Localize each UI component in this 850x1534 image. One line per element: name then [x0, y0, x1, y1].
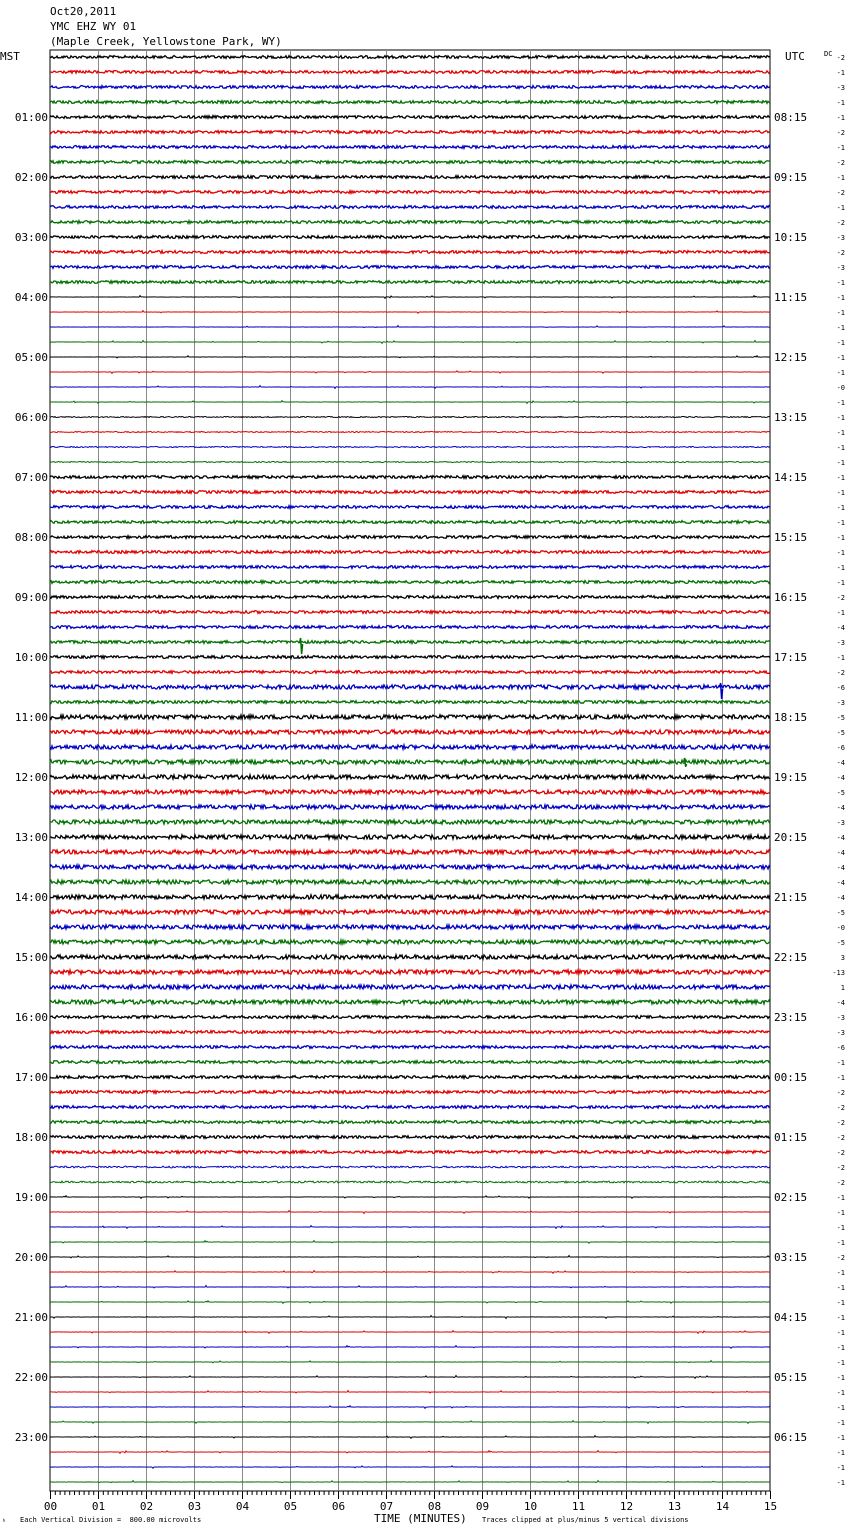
trace-line — [50, 551, 770, 554]
dc-offset-label: -1 — [836, 339, 845, 347]
x-tick-label: 02 — [139, 1500, 154, 1513]
x-tick-label: 09 — [475, 1500, 490, 1513]
utc-hour-label: 10:15 — [774, 231, 808, 244]
dc-offset-label: -2 — [836, 1254, 845, 1262]
trace-line — [50, 1121, 770, 1124]
trace-line — [50, 1301, 770, 1304]
utc-hour-label: 09:15 — [774, 171, 808, 184]
dc-offset-label: -1 — [836, 1194, 845, 1202]
scale-note: Each Vertical Division = 800.00 microvolts — [20, 1516, 202, 1524]
dc-offset-label: -2 — [836, 249, 845, 257]
trace-line — [50, 880, 770, 884]
dc-offset-label: -1 — [836, 114, 845, 122]
trace-line — [50, 1451, 770, 1454]
mst-hour-label: 01:00 — [14, 111, 48, 124]
trace-line — [50, 671, 770, 674]
x-tick-label: 01 — [91, 1500, 106, 1513]
trace-line — [50, 1151, 770, 1154]
trace-line — [50, 730, 770, 734]
dc-offset-label: -1 — [836, 414, 845, 422]
dc-offset-label: -1 — [836, 1419, 845, 1427]
x-tick-label: 07 — [379, 1500, 394, 1513]
dc-offset-label: -1 — [836, 1374, 845, 1382]
utc-hour-label: 04:15 — [774, 1311, 808, 1324]
dc-offset-label: -1 — [836, 1404, 845, 1412]
trace-line — [50, 1106, 770, 1109]
station-location: (Maple Creek, Yellowstone Park, WY) — [50, 35, 282, 48]
utc-hour-label: 02:15 — [774, 1191, 808, 1204]
trace-line — [50, 1181, 770, 1183]
trace-line — [50, 1196, 770, 1199]
trace-line — [50, 745, 770, 749]
dc-offset-label: -1 — [836, 174, 845, 182]
x-tick-label: 15 — [763, 1500, 778, 1513]
trace-line — [50, 626, 770, 629]
dc-offset-label: 1 — [840, 984, 845, 992]
mst-hour-label: 05:00 — [14, 351, 48, 364]
dc-offset-label: -4 — [836, 894, 845, 902]
trace-line — [50, 521, 770, 524]
trace-line — [50, 371, 770, 374]
mst-hour-label: 21:00 — [14, 1311, 48, 1324]
utc-axis-title: UTC — [785, 50, 805, 63]
dc-offset-label: -5 — [836, 909, 845, 917]
utc-hour-label: 03:15 — [774, 1251, 808, 1264]
utc-hour-label: 16:15 — [774, 591, 808, 604]
trace-line — [50, 266, 770, 269]
trace-line — [50, 71, 770, 74]
trace-line — [50, 985, 770, 989]
trace-line — [50, 1361, 770, 1363]
trace-line — [50, 850, 770, 854]
x-tick-label: 03 — [187, 1500, 202, 1513]
trace-line — [50, 895, 770, 899]
dc-offset-label: -1 — [836, 489, 845, 497]
dc-offset-label: -5 — [836, 729, 845, 737]
trace-line — [50, 775, 770, 779]
dc-offset-label: -1 — [836, 309, 845, 317]
trace-line — [50, 1421, 770, 1424]
mst-hour-label: 16:00 — [14, 1011, 48, 1024]
mst-hour-label: 20:00 — [14, 1251, 48, 1264]
dc-offset-label: -1 — [836, 99, 845, 107]
dc-offset-label: -1 — [836, 354, 845, 362]
dc-offset-label: -13 — [832, 969, 845, 977]
dc-offset-label: -1 — [836, 564, 845, 572]
dc-offset-label: -1 — [836, 549, 845, 557]
trace-line — [50, 311, 770, 314]
mst-hour-label: 23:00 — [14, 1431, 48, 1444]
dc-offset-label: -3 — [836, 1014, 845, 1022]
x-tick-label: 04 — [235, 1500, 250, 1513]
mst-hour-label: 10:00 — [14, 651, 48, 664]
mst-hour-label: 15:00 — [14, 951, 48, 964]
trace-line — [50, 401, 770, 404]
x-tick-label: 13 — [667, 1500, 682, 1513]
mst-hour-label: 04:00 — [14, 291, 48, 304]
dc-offset-label: -1 — [836, 1299, 845, 1307]
dc-axis-title: DC — [824, 50, 833, 58]
utc-hour-label: 08:15 — [774, 111, 808, 124]
mst-hour-label: 02:00 — [14, 171, 48, 184]
dc-offset-label: -2 — [836, 159, 845, 167]
trace-line — [50, 86, 770, 89]
trace-line — [50, 536, 770, 539]
dc-offset-label: -1 — [836, 534, 845, 542]
trace-line — [50, 955, 770, 959]
trace-line — [50, 925, 770, 929]
dc-offset-label: -2 — [836, 1089, 845, 1097]
dc-offset-label: -2 — [836, 1119, 845, 1127]
trace-line — [50, 221, 770, 224]
dc-offset-label: -1 — [836, 1479, 845, 1487]
mst-hour-label: 13:00 — [14, 831, 48, 844]
mst-hour-label: 18:00 — [14, 1131, 48, 1144]
trace-line — [50, 596, 770, 599]
trace-line — [50, 1241, 770, 1244]
trace-line — [50, 1000, 770, 1004]
utc-hour-label: 17:15 — [774, 651, 808, 664]
dc-offset-label: -3 — [836, 699, 845, 707]
trace-line — [50, 476, 770, 479]
trace-line — [50, 191, 770, 194]
dc-offset-label: -2 — [836, 669, 845, 677]
mst-hour-label: 07:00 — [14, 471, 48, 484]
dc-offset-label: -1 — [836, 609, 845, 617]
trace-line — [50, 1466, 770, 1468]
x-tick-label: 05 — [283, 1500, 298, 1513]
dc-offset-label: -3 — [836, 234, 845, 242]
dc-offset-label: -5 — [836, 714, 845, 722]
dc-offset-label: -0 — [836, 384, 845, 392]
dc-offset-label: -1 — [836, 459, 845, 467]
utc-hour-label: 06:15 — [774, 1431, 808, 1444]
utc-hour-label: 12:15 — [774, 351, 808, 364]
dc-offset-label: -6 — [836, 1044, 845, 1052]
trace-line — [50, 1436, 770, 1439]
dc-offset-label: -1 — [836, 144, 845, 152]
trace-line — [50, 131, 770, 134]
utc-hour-label: 00:15 — [774, 1071, 808, 1084]
trace-line — [50, 865, 770, 869]
trace-line — [50, 910, 770, 914]
dc-offset-label: -4 — [836, 774, 845, 782]
mst-hour-label: 14:00 — [14, 891, 48, 904]
utc-hour-label: 23:15 — [774, 1011, 808, 1024]
trace-line — [50, 236, 770, 239]
dc-offset-label: -2 — [836, 1134, 845, 1142]
dc-offset-label: -1 — [836, 429, 845, 437]
x-tick-label: 12 — [619, 1500, 634, 1513]
trace-line — [50, 1331, 770, 1334]
scale-mark: ᵇ — [2, 1518, 7, 1526]
dc-offset-label: -5 — [836, 789, 845, 797]
dc-offset-label: -2 — [836, 54, 845, 62]
mst-hour-label: 12:00 — [14, 771, 48, 784]
trace-line — [50, 1226, 770, 1229]
trace-line — [50, 281, 770, 284]
station-name: YMC EHZ WY 01 — [50, 20, 137, 33]
mst-hour-label: 06:00 — [14, 411, 48, 424]
trace-line — [50, 1061, 770, 1064]
dc-offset-label: -6 — [836, 684, 845, 692]
trace-line — [50, 251, 770, 254]
dc-offset-label: -1 — [836, 1239, 845, 1247]
dc-offset-label: -4 — [836, 849, 845, 857]
trace-line — [50, 685, 770, 689]
trace-line — [50, 356, 770, 358]
dc-offset-label: -2 — [836, 1179, 845, 1187]
trace-line — [50, 701, 770, 704]
x-axis-title: TIME (MINUTES) — [374, 1512, 467, 1525]
dc-offset-label: -1 — [836, 69, 845, 77]
dc-offset-label: -1 — [836, 1314, 845, 1322]
trace-line — [50, 581, 770, 584]
utc-hour-label: 18:15 — [774, 711, 808, 724]
utc-hour-label: 13:15 — [774, 411, 808, 424]
trace-line — [50, 940, 770, 944]
x-tick-label: 06 — [331, 1500, 346, 1513]
dc-offset-label: -1 — [836, 1059, 845, 1067]
dc-offset-label: -1 — [836, 1209, 845, 1217]
trace-line — [50, 1136, 770, 1139]
dc-offset-label: -2 — [836, 129, 845, 137]
trace-line — [50, 116, 770, 119]
trace-line — [50, 656, 770, 659]
trace-line — [50, 386, 770, 389]
trace-line — [50, 970, 770, 974]
trace-line — [50, 296, 770, 299]
utc-hour-label: 22:15 — [774, 951, 808, 964]
dc-offset-label: -2 — [836, 1164, 845, 1172]
dc-offset-label: -3 — [836, 84, 845, 92]
utc-hour-label: 21:15 — [774, 891, 808, 904]
utc-hour-label: 19:15 — [774, 771, 808, 784]
trace-line — [50, 1376, 770, 1379]
trace-line — [50, 461, 770, 462]
dc-offset-label: -1 — [836, 1329, 845, 1337]
trace-line — [50, 1211, 770, 1214]
x-tick-label: 08 — [427, 1500, 442, 1513]
x-tick-label: 11 — [571, 1500, 586, 1513]
trace-line — [50, 206, 770, 209]
trace-line — [50, 1346, 770, 1349]
dc-offset-label: -1 — [836, 1449, 845, 1457]
trace-line — [50, 835, 770, 839]
dc-offset-label: -1 — [836, 369, 845, 377]
dc-offset-label: -1 — [836, 1224, 845, 1232]
mst-axis-title: MST — [0, 50, 20, 63]
trace-line — [50, 820, 770, 824]
dc-offset-label: -3 — [836, 639, 845, 647]
dc-offset-label: -2 — [836, 594, 845, 602]
dc-offset-label: -2 — [836, 1104, 845, 1112]
trace-line — [50, 431, 770, 432]
dc-offset-label: -1 — [836, 1074, 845, 1082]
trace-line — [50, 790, 770, 794]
dc-offset-label: -4 — [836, 759, 845, 767]
dc-offset-label: -1 — [836, 324, 845, 332]
trace-line — [50, 641, 770, 644]
utc-hour-label: 11:15 — [774, 291, 808, 304]
trace-line — [50, 1031, 770, 1034]
dc-offset-label: -2 — [836, 189, 845, 197]
trace-line — [50, 1166, 770, 1168]
dc-offset-label: -1 — [836, 279, 845, 287]
dc-offset-label: -1 — [836, 1359, 845, 1367]
trace-line — [50, 341, 770, 344]
dc-offset-label: -3 — [836, 1029, 845, 1037]
seismic-event-spike — [300, 638, 303, 654]
x-tick-label: 14 — [715, 1500, 730, 1513]
dc-offset-label: -1 — [836, 579, 845, 587]
trace-line — [50, 805, 770, 809]
dc-offset-label: -4 — [836, 804, 845, 812]
dc-offset-label: -4 — [836, 879, 845, 887]
trace-line — [50, 1046, 770, 1049]
mst-hour-label: 08:00 — [14, 531, 48, 544]
trace-line — [50, 1271, 770, 1274]
dc-offset-label: -5 — [836, 939, 845, 947]
utc-hour-label: 01:15 — [774, 1131, 808, 1144]
dc-offset-label: -1 — [836, 444, 845, 452]
dc-offset-label: -4 — [836, 624, 845, 632]
trace-line — [50, 760, 770, 764]
dc-offset-label: -1 — [836, 1269, 845, 1277]
dc-offset-label: -1 — [836, 519, 845, 527]
dc-offset-label: -3 — [836, 264, 845, 272]
mst-hour-label: 03:00 — [14, 231, 48, 244]
dc-offset-label: -4 — [836, 999, 845, 1007]
x-tick-label: 10 — [523, 1500, 538, 1513]
dc-offset-label: -1 — [836, 1389, 845, 1397]
utc-hour-label: 20:15 — [774, 831, 808, 844]
mst-hour-label: 22:00 — [14, 1371, 48, 1384]
trace-line — [50, 715, 770, 719]
dc-offset-label: -0 — [836, 924, 845, 932]
trace-line — [50, 566, 770, 569]
dc-offset-label: -4 — [836, 834, 845, 842]
mst-hour-label: 19:00 — [14, 1191, 48, 1204]
trace-line — [50, 1406, 770, 1409]
dc-offset-label: 3 — [840, 954, 845, 962]
mst-hour-label: 09:00 — [14, 591, 48, 604]
dc-offset-label: -2 — [836, 1149, 845, 1157]
trace-line — [50, 611, 770, 614]
dc-offset-label: -1 — [836, 1284, 845, 1292]
utc-hour-label: 15:15 — [774, 531, 808, 544]
mst-hour-label: 11:00 — [14, 711, 48, 724]
trace-line — [50, 146, 770, 149]
dc-offset-label: -1 — [836, 294, 845, 302]
trace-line — [50, 491, 770, 494]
clip-note: Traces clipped at plus/minus 5 vertical divisions — [482, 1516, 689, 1524]
dc-offset-label: -4 — [836, 864, 845, 872]
x-tick-label: 00 — [43, 1500, 58, 1513]
utc-hour-label: 05:15 — [774, 1371, 808, 1384]
dc-offset-label: -1 — [836, 504, 845, 512]
trace-line — [50, 1076, 770, 1079]
trace-line — [50, 1256, 770, 1258]
trace-line — [50, 56, 770, 59]
trace-line — [50, 1016, 770, 1019]
trace-line — [50, 326, 770, 328]
dc-offset-label: -1 — [836, 1464, 845, 1472]
trace-line — [50, 446, 770, 447]
dc-offset-label: -1 — [836, 399, 845, 407]
trace-line — [50, 1286, 770, 1288]
dc-offset-label: -1 — [836, 654, 845, 662]
trace-line — [50, 176, 770, 179]
dc-offset-label: -2 — [836, 219, 845, 227]
mst-hour-label: 17:00 — [14, 1071, 48, 1084]
dc-offset-label: -1 — [836, 474, 845, 482]
dc-offset-label: -1 — [836, 1434, 845, 1442]
dc-offset-label: -6 — [836, 744, 845, 752]
plot-date: Oct20,2011 — [50, 5, 117, 18]
trace-line — [50, 1481, 770, 1483]
trace-line — [50, 416, 770, 417]
trace-line — [50, 101, 770, 104]
dc-offset-label: -1 — [836, 204, 845, 212]
trace-line — [50, 506, 770, 509]
dc-offset-label: -1 — [836, 1344, 845, 1352]
utc-hour-label: 14:15 — [774, 471, 808, 484]
trace-line — [50, 1391, 770, 1393]
trace-line — [50, 1091, 770, 1094]
dc-offset-label: -3 — [836, 819, 845, 827]
trace-line — [50, 161, 770, 164]
trace-line — [50, 1316, 770, 1319]
